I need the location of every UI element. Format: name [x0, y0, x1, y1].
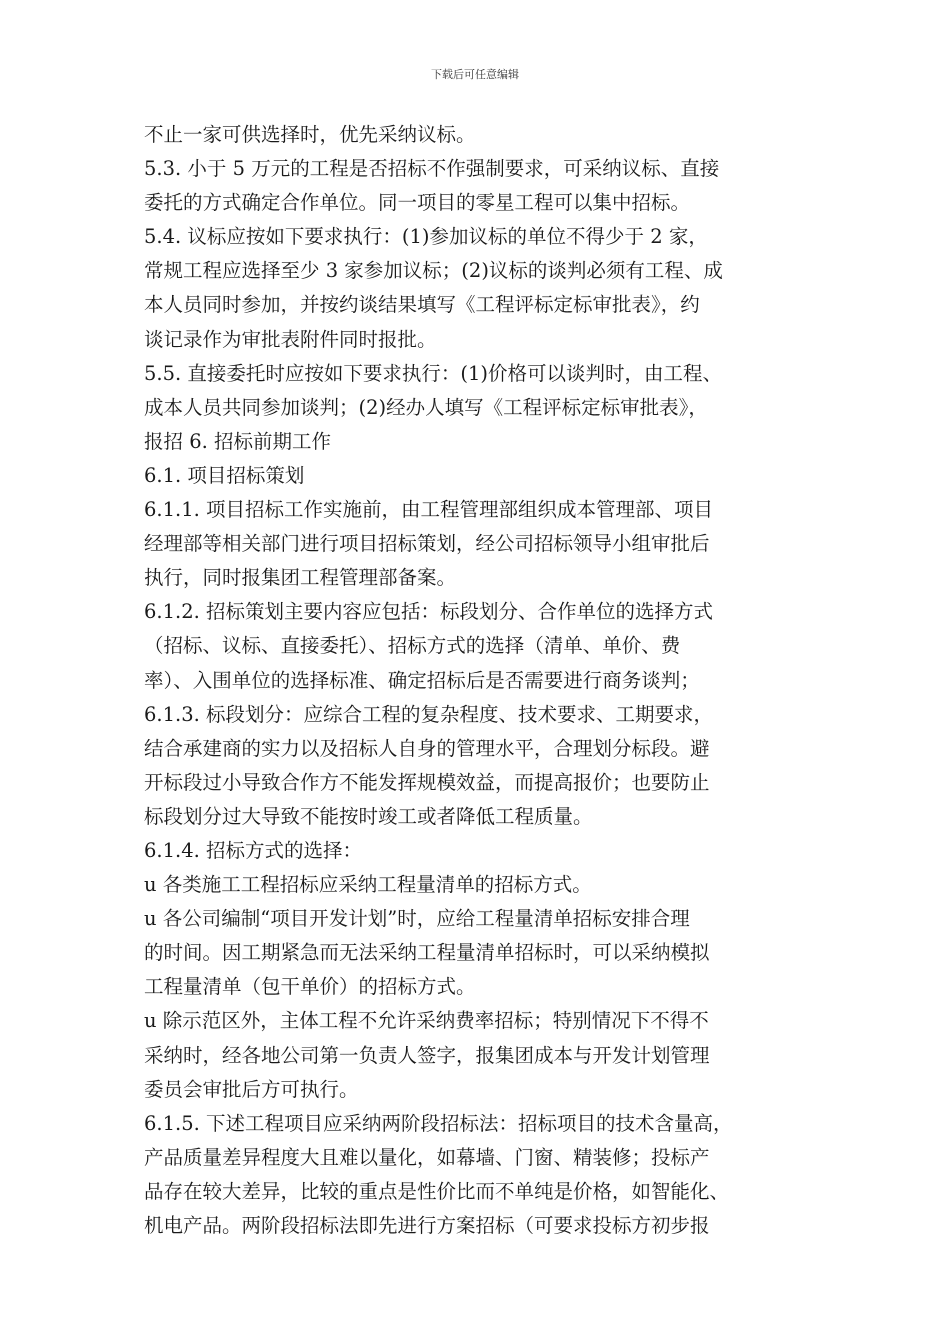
- text-line: u 各公司编制“项目开发计划”时，应给工程量清单招标安排合理: [144, 907, 690, 931]
- page-header: 下载后可任意编辑: [431, 68, 519, 81]
- text-line: 报招 6. 招标前期工作: [144, 429, 332, 453]
- text-line: 工程量清单（包干单价）的招标方式。: [144, 975, 476, 999]
- text-line: 本人员同时参加，并按约谈结果填写《工程评标定标审批表》，约: [144, 293, 700, 317]
- text-line: 成本人员共同参加谈判；(2)经办人填写《工程评标定标审批表》，: [144, 395, 708, 419]
- text-line: 执行，同时报集团工程管理部备案。: [144, 566, 457, 590]
- text-line: 谈记录作为审批表附件同时报批。: [144, 327, 437, 351]
- text-line: 6.1.5. 下述工程项目应采纳两阶段招标法：招标项目的技术含量高，: [144, 1111, 733, 1135]
- text-line: 6.1.1. 项目招标工作实施前，由工程管理部组织成本管理部、项目: [144, 498, 714, 522]
- text-line: 6.1.2. 招标策划主要内容应包括：标段划分、合作单位的选择方式: [144, 600, 714, 624]
- text-line: 5.3. 小于 5 万元的工程是否招标不作强制要求，可采纳议标、直接: [144, 157, 720, 181]
- text-line: 5.4. 议标应按如下要求执行：(1)参加议标的单位不得少于 2 家，: [144, 225, 708, 249]
- text-line: 委托的方式确定合作单位。同一项目的零星工程可以集中招标。: [144, 191, 691, 215]
- text-line: （招标、议标、直接委托）、招标方式的选择（清单、单价、费: [144, 634, 681, 658]
- text-line: 开标段过小导致合作方不能发挥规模效益，而提高报价；也要防止: [144, 770, 710, 794]
- text-line: 品存在较大差异，比较的重点是性价比而不单纯是价格，如智能化、: [144, 1179, 730, 1203]
- text-line: 产品质量差异程度大且难以量化，如幕墙、门窗、精装修；投标产: [144, 1145, 710, 1169]
- text-line: 6.1.3. 标段划分：应综合工程的复杂程度、技术要求、工期要求，: [144, 702, 714, 726]
- text-line: 6.1.4. 招标方式的选择：: [144, 838, 363, 862]
- text-line: 6.1. 项目招标策划: [144, 463, 305, 487]
- body-text: [144, 118, 824, 1243]
- text-line: 采纳时，经各地公司第一负责人签字，报集团成本与开发计划管理: [144, 1043, 710, 1067]
- text-line: 的时间。因工期紧急而无法采纳工程量清单招标时，可以采纳模拟: [144, 941, 710, 965]
- text-line: 5.5. 直接委托时应按如下要求执行：(1)价格可以谈判时，由工程、: [144, 361, 723, 385]
- text-line: 不止一家可供选择时，优先采纳议标。: [144, 123, 476, 146]
- text-line: u 各类施工工程招标应采纳工程量清单的招标方式。: [144, 873, 592, 897]
- text-line: 机电产品。两阶段招标法即先进行方案招标（可要求投标方初步报: [144, 1214, 710, 1237]
- text-line: 常规工程应选择至少 3 家参加议标；(2)议标的谈判必须有工程、成: [144, 259, 723, 283]
- text-line: 结合承建商的实力以及招标人自身的管理水平，合理划分标段。避: [144, 736, 710, 760]
- text-line: 委员会审批后方可执行。: [144, 1077, 359, 1101]
- text-line: 标段划分过大导致不能按时竣工或者降低工程质量。: [144, 804, 593, 828]
- text-line: 率）、入围单位的选择标准、确定招标后是否需要进行商务谈判；: [144, 668, 700, 692]
- text-line: u 除示范区外，主体工程不允许采纳费率招标；特别情况下不得不: [144, 1009, 709, 1033]
- text-line: 经理部等相关部门进行项目招标策划，经公司招标领导小组审批后: [144, 532, 710, 556]
